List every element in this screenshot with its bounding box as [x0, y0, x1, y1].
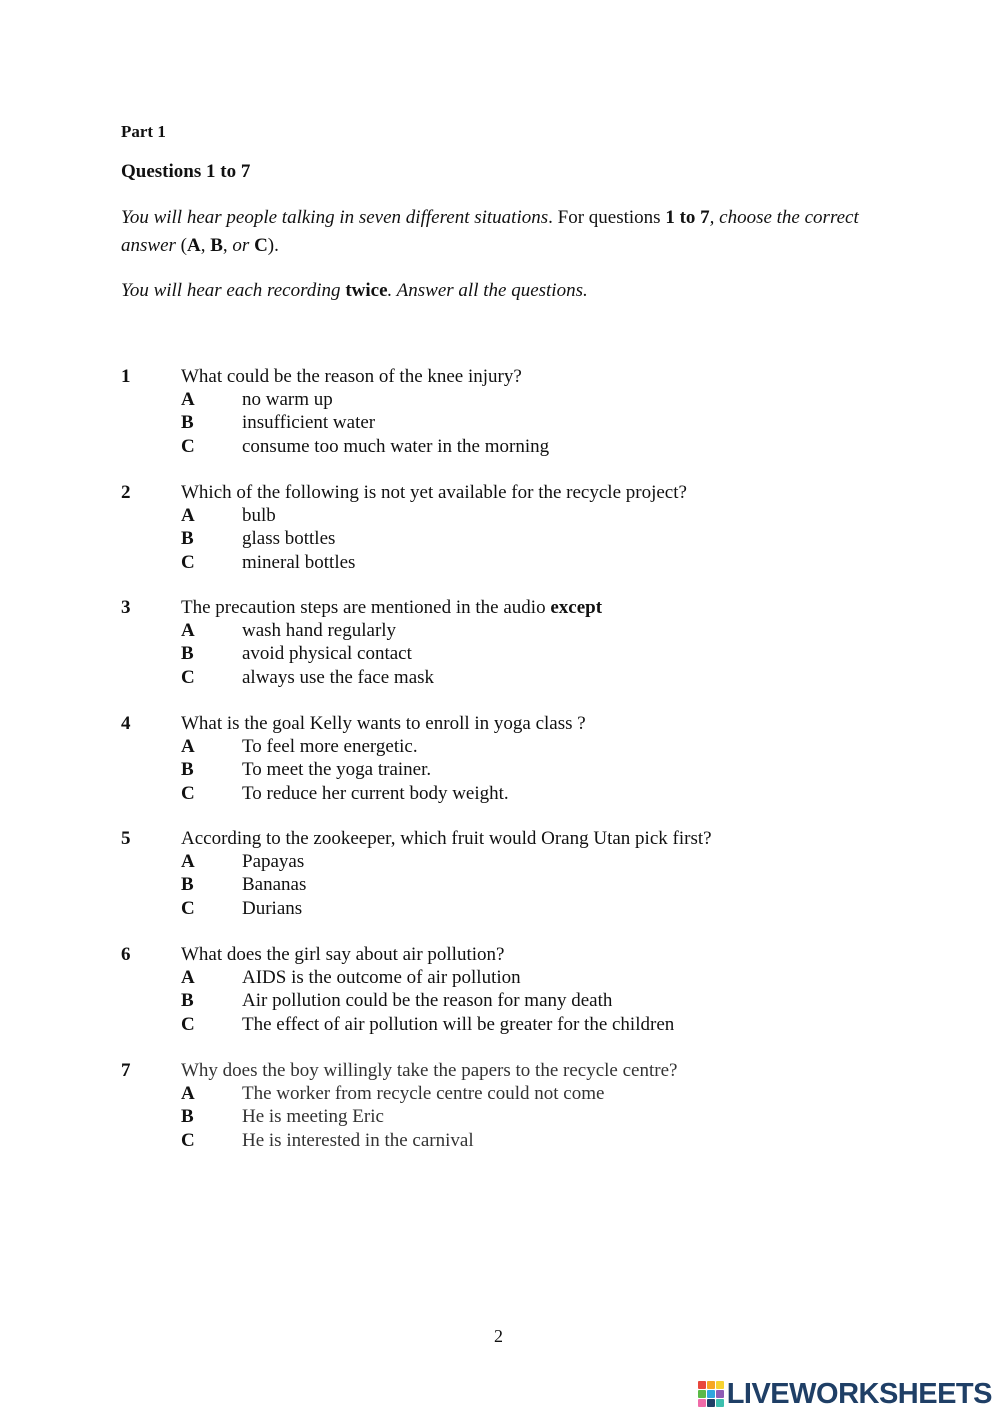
option-row[interactable] — [121, 873, 881, 896]
option-text: Durians — [242, 897, 303, 919]
option-text: no warm up — [242, 389, 333, 410]
option-row[interactable] — [121, 1082, 881, 1105]
option-letter: B — [181, 643, 194, 665]
option-letter: B — [181, 528, 194, 550]
option-letter: A — [181, 389, 195, 410]
logo-tile — [698, 1390, 706, 1398]
option-text: Bananas — [242, 874, 307, 896]
logo-tile — [716, 1399, 724, 1407]
question-3 — [121, 596, 881, 689]
instructions-bold: A — [186, 235, 201, 256]
option-letter: B — [181, 874, 194, 896]
option-letter: A — [181, 505, 195, 526]
option-text: avoid physical contact — [242, 643, 412, 665]
question-5 — [121, 827, 881, 920]
option-text: To meet the yoga trainer. — [242, 759, 432, 781]
option-text: To feel more energetic. — [242, 736, 418, 757]
option-row[interactable] — [121, 1013, 881, 1036]
question-text: What is the goal Kelly wants to enroll in yoga class ? — [181, 713, 586, 734]
instructions-bold: twice — [345, 280, 388, 301]
question-text: Why does the boy willingly take the papers to the recycle centre? — [181, 1060, 678, 1081]
option-letter: B — [181, 1106, 194, 1128]
option-text: bulb — [242, 505, 276, 526]
option-row[interactable] — [121, 735, 881, 758]
instructions-bold: C — [254, 235, 268, 256]
question-7 — [121, 1059, 881, 1152]
question-number: 6 — [121, 944, 131, 965]
option-text: He is meeting Eric — [242, 1106, 384, 1128]
option-row[interactable] — [121, 1129, 881, 1152]
question-4 — [121, 712, 881, 805]
option-letter: C — [181, 435, 195, 457]
instructions-text: , choose the correct answer — [121, 207, 859, 256]
question-number: 7 — [121, 1060, 131, 1081]
logo-tile — [698, 1399, 706, 1407]
option-row[interactable] — [121, 897, 881, 920]
logo-tile — [707, 1381, 715, 1389]
option-text: consume too much water in the morning — [242, 435, 550, 457]
logo-tile — [716, 1390, 724, 1398]
option-letter: A — [181, 620, 195, 641]
question-number: 5 — [121, 828, 131, 849]
instructions-text: or — [232, 235, 250, 256]
option-letter: C — [181, 782, 195, 804]
option-letter: A — [181, 967, 195, 988]
instructions-text: , — [222, 235, 233, 256]
page-number: 2 — [494, 1326, 503, 1346]
option-text: insufficient water — [242, 412, 376, 434]
option-letter: B — [181, 412, 194, 434]
logo-tile — [707, 1399, 715, 1407]
option-text: always use the face mask — [242, 666, 435, 688]
logo-text: LIVEWORKSHEETS — [726, 1377, 992, 1410]
instructions-bold: 1 to 7 — [665, 207, 710, 228]
question-number: 1 — [121, 366, 131, 387]
question-text-part: The precaution steps are mentioned in the audio — [181, 597, 551, 618]
option-row[interactable] — [121, 1105, 881, 1128]
question-text: Which of the following is not yet available for the recycle project? — [181, 482, 687, 503]
option-row[interactable] — [121, 666, 881, 689]
instructions-text: ). — [267, 235, 279, 256]
option-letter: C — [181, 897, 195, 919]
option-row[interactable] — [121, 758, 881, 781]
option-letter: B — [181, 759, 194, 781]
logo-tile — [716, 1381, 724, 1389]
logo-tile — [698, 1381, 706, 1389]
instructions-text: , — [200, 235, 211, 256]
option-row[interactable] — [121, 435, 881, 458]
option-text: mineral bottles — [242, 551, 356, 573]
question-6 — [121, 943, 881, 1036]
option-row[interactable] — [121, 850, 881, 873]
option-text: glass bottles — [242, 528, 336, 550]
option-row[interactable] — [121, 989, 881, 1012]
option-letter: A — [181, 851, 195, 872]
question-number: 2 — [121, 482, 131, 503]
option-text: The worker from recycle centre could not come — [242, 1083, 605, 1104]
option-text: wash hand regularly — [242, 620, 397, 641]
liveworksheets-logo[interactable] — [698, 1377, 992, 1411]
instructions-text: You will hear each recording — [121, 280, 346, 301]
option-text: He is interested in the carnival — [242, 1129, 474, 1151]
option-letter: A — [181, 736, 195, 757]
instructions-text: . For questions — [548, 207, 666, 228]
instructions-text: . Answer all the questions. — [387, 280, 588, 301]
part-title: Part 1 — [121, 122, 166, 141]
instructions-paragraph — [121, 204, 881, 260]
section-title: Questions 1 to 7 — [121, 161, 251, 182]
option-row[interactable] — [121, 411, 881, 434]
option-row[interactable] — [121, 966, 881, 989]
option-letter: C — [181, 666, 195, 688]
option-text: AIDS is the outcome of air pollution — [242, 967, 521, 988]
question-text: According to the zookeeper, which fruit would Orang Utan pick first? — [181, 828, 712, 849]
option-text: Papayas — [242, 851, 305, 872]
question-1 — [121, 365, 881, 458]
option-row[interactable] — [121, 527, 881, 550]
liveworksheets-logo-icon — [698, 1381, 724, 1407]
instructions-text: ( — [180, 235, 187, 256]
option-row[interactable] — [121, 551, 881, 574]
option-row[interactable] — [121, 619, 881, 642]
logo-tile — [707, 1390, 715, 1398]
question-number: 4 — [121, 713, 131, 734]
option-letter: A — [181, 1083, 195, 1104]
question-text: What could be the reason of the knee injury? — [181, 366, 522, 387]
option-row[interactable] — [121, 388, 881, 411]
option-row[interactable] — [121, 782, 881, 805]
question-text-bold: except — [550, 597, 603, 618]
option-row[interactable] — [121, 642, 881, 665]
instructions-bold: B — [210, 235, 223, 256]
question-text — [181, 596, 602, 619]
option-letter: C — [181, 551, 195, 573]
instructions-text: You will hear people talking in seven different situations — [121, 207, 549, 228]
question-text: What does the girl say about air pollution? — [181, 944, 505, 965]
option-text: To reduce her current body weight. — [242, 782, 509, 804]
option-text: Air pollution could be the reason for many death — [242, 990, 613, 1012]
option-row[interactable] — [121, 504, 881, 527]
option-text: The effect of air pollution will be greater for the children — [242, 1013, 675, 1035]
option-letter: B — [181, 990, 194, 1012]
option-letter: C — [181, 1129, 195, 1151]
instructions-paragraph-2 — [121, 277, 588, 305]
option-letter: C — [181, 1013, 195, 1035]
question-number: 3 — [121, 597, 131, 618]
question-2 — [121, 481, 881, 574]
